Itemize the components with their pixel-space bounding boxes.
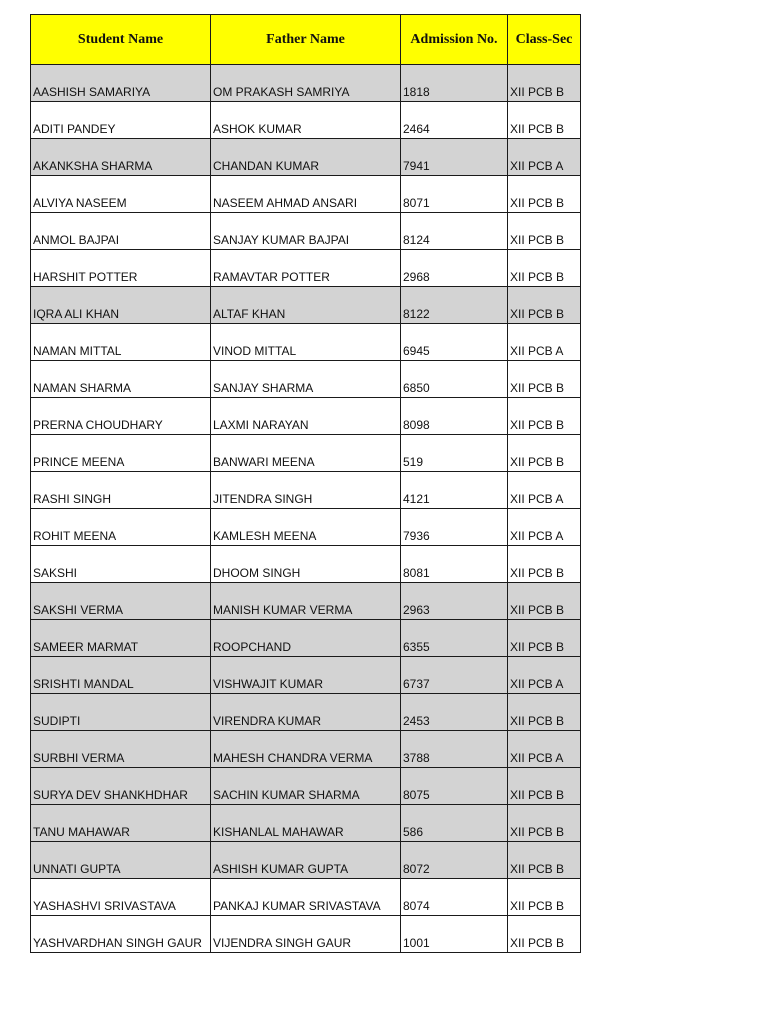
student-name-cell: SUDIPTI <box>31 694 211 731</box>
student-name-cell: PRERNA CHOUDHARY <box>31 398 211 435</box>
admission-no-cell: 2453 <box>401 694 508 731</box>
father-name-cell: VISHWAJIT KUMAR <box>211 657 401 694</box>
admission-no-cell: 6355 <box>401 620 508 657</box>
father-name-cell: SANJAY KUMAR BAJPAI <box>211 213 401 250</box>
father-name-cell: JITENDRA SINGH <box>211 472 401 509</box>
class-sec-cell: XII PCB B <box>508 805 581 842</box>
admission-no-cell: 2464 <box>401 102 508 139</box>
class-sec-cell: XII PCB B <box>508 361 581 398</box>
student-name-cell: TANU MAHAWAR <box>31 805 211 842</box>
father-name-cell: RAMAVTAR POTTER <box>211 250 401 287</box>
header-row <box>31 15 581 65</box>
table-row <box>31 398 581 435</box>
admission-no-cell: 8081 <box>401 546 508 583</box>
admission-no-cell: 8071 <box>401 176 508 213</box>
class-sec-cell: XII PCB B <box>508 620 581 657</box>
table-row <box>31 694 581 731</box>
table-row <box>31 250 581 287</box>
admission-no-cell: 4121 <box>401 472 508 509</box>
admission-no-cell: 7941 <box>401 139 508 176</box>
table-row <box>31 361 581 398</box>
header-father-name: Father Name <box>211 15 401 65</box>
admission-no-cell: 8074 <box>401 879 508 916</box>
table-row <box>31 102 581 139</box>
table-row <box>31 435 581 472</box>
student-name-cell: NAMAN SHARMA <box>31 361 211 398</box>
class-sec-cell: XII PCB B <box>508 583 581 620</box>
student-name-cell: SRISHTI MANDAL <box>31 657 211 694</box>
admission-no-cell: 8075 <box>401 768 508 805</box>
father-name-cell: MAHESH CHANDRA VERMA <box>211 731 401 768</box>
table-row <box>31 65 581 102</box>
class-sec-cell: XII PCB B <box>508 398 581 435</box>
student-name-cell: ADITI PANDEY <box>31 102 211 139</box>
admission-no-cell: 3788 <box>401 731 508 768</box>
admission-no-cell: 1818 <box>401 65 508 102</box>
student-name-cell: ALVIYA NASEEM <box>31 176 211 213</box>
class-sec-cell: XII PCB A <box>508 139 581 176</box>
table-row <box>31 731 581 768</box>
header-admission-no: Admission No. <box>401 15 508 65</box>
class-sec-cell: XII PCB A <box>508 472 581 509</box>
student-name-cell: AKANKSHA SHARMA <box>31 139 211 176</box>
father-name-cell: VIRENDRA KUMAR <box>211 694 401 731</box>
father-name-cell: MANISH KUMAR VERMA <box>211 583 401 620</box>
student-name-cell: SURBHI VERMA <box>31 731 211 768</box>
admission-no-cell: 7936 <box>401 509 508 546</box>
class-sec-cell: XII PCB B <box>508 546 581 583</box>
father-name-cell: VIJENDRA SINGH GAUR <box>211 916 401 953</box>
table-row <box>31 509 581 546</box>
table-row <box>31 472 581 509</box>
father-name-cell: ASHOK KUMAR <box>211 102 401 139</box>
class-sec-cell: XII PCB B <box>508 768 581 805</box>
student-name-cell: UNNATI GUPTA <box>31 842 211 879</box>
father-name-cell: LAXMI NARAYAN <box>211 398 401 435</box>
class-sec-cell: XII PCB B <box>508 250 581 287</box>
class-sec-cell: XII PCB B <box>508 842 581 879</box>
admission-no-cell: 6737 <box>401 657 508 694</box>
table-row <box>31 583 581 620</box>
class-sec-cell: XII PCB B <box>508 102 581 139</box>
student-name-cell: ROHIT MEENA <box>31 509 211 546</box>
class-sec-cell: XII PCB B <box>508 435 581 472</box>
admission-no-cell: 1001 <box>401 916 508 953</box>
table-row <box>31 546 581 583</box>
class-sec-cell: XII PCB A <box>508 657 581 694</box>
student-table <box>30 14 581 953</box>
student-name-cell: RASHI SINGH <box>31 472 211 509</box>
father-name-cell: SANJAY SHARMA <box>211 361 401 398</box>
student-name-cell: NAMAN MITTAL <box>31 324 211 361</box>
student-name-cell: SAMEER MARMAT <box>31 620 211 657</box>
class-sec-cell: XII PCB B <box>508 879 581 916</box>
class-sec-cell: XII PCB B <box>508 176 581 213</box>
father-name-cell: CHANDAN KUMAR <box>211 139 401 176</box>
father-name-cell: DHOOM SINGH <box>211 546 401 583</box>
table-row <box>31 842 581 879</box>
admission-no-cell: 2968 <box>401 250 508 287</box>
father-name-cell: BANWARI MEENA <box>211 435 401 472</box>
father-name-cell: NASEEM AHMAD ANSARI <box>211 176 401 213</box>
admission-no-cell: 6945 <box>401 324 508 361</box>
table-row <box>31 324 581 361</box>
admission-no-cell: 6850 <box>401 361 508 398</box>
table-row <box>31 287 581 324</box>
class-sec-cell: XII PCB B <box>508 916 581 953</box>
class-sec-cell: XII PCB B <box>508 287 581 324</box>
admission-no-cell: 2963 <box>401 583 508 620</box>
class-sec-cell: XII PCB A <box>508 731 581 768</box>
father-name-cell: PANKAJ KUMAR SRIVASTAVA <box>211 879 401 916</box>
student-name-cell: YASHASHVI SRIVASTAVA <box>31 879 211 916</box>
class-sec-cell: XII PCB B <box>508 694 581 731</box>
table-row <box>31 620 581 657</box>
table-row <box>31 213 581 250</box>
student-name-cell: SAKSHI <box>31 546 211 583</box>
admission-no-cell: 8122 <box>401 287 508 324</box>
student-name-cell: PRINCE MEENA <box>31 435 211 472</box>
student-name-cell: YASHVARDHAN SINGH GAUR <box>31 916 211 953</box>
father-name-cell: SACHIN KUMAR SHARMA <box>211 768 401 805</box>
student-name-cell: AASHISH SAMARIYA <box>31 65 211 102</box>
table-row <box>31 657 581 694</box>
admission-no-cell: 586 <box>401 805 508 842</box>
admission-no-cell: 8098 <box>401 398 508 435</box>
table-row <box>31 879 581 916</box>
student-name-cell: HARSHIT POTTER <box>31 250 211 287</box>
table-row <box>31 139 581 176</box>
admission-no-cell: 519 <box>401 435 508 472</box>
father-name-cell: ROOPCHAND <box>211 620 401 657</box>
header-class-sec: Class-Sec <box>508 15 581 65</box>
table-row <box>31 916 581 953</box>
father-name-cell: KISHANLAL MAHAWAR <box>211 805 401 842</box>
header-student-name: Student Name <box>31 15 211 65</box>
student-name-cell: IQRA ALI KHAN <box>31 287 211 324</box>
father-name-cell: VINOD MITTAL <box>211 324 401 361</box>
table-row <box>31 805 581 842</box>
table-row <box>31 176 581 213</box>
class-sec-cell: XII PCB A <box>508 509 581 546</box>
father-name-cell: ASHISH KUMAR GUPTA <box>211 842 401 879</box>
table-row <box>31 768 581 805</box>
admission-no-cell: 8072 <box>401 842 508 879</box>
class-sec-cell: XII PCB B <box>508 65 581 102</box>
table-body <box>31 65 581 953</box>
student-name-cell: ANMOL BAJPAI <box>31 213 211 250</box>
class-sec-cell: XII PCB B <box>508 213 581 250</box>
student-name-cell: SURYA DEV SHANKHDHAR <box>31 768 211 805</box>
admission-no-cell: 8124 <box>401 213 508 250</box>
father-name-cell: OM PRAKASH SAMRIYA <box>211 65 401 102</box>
class-sec-cell: XII PCB A <box>508 324 581 361</box>
father-name-cell: ALTAF KHAN <box>211 287 401 324</box>
student-name-cell: SAKSHI VERMA <box>31 583 211 620</box>
father-name-cell: KAMLESH MEENA <box>211 509 401 546</box>
